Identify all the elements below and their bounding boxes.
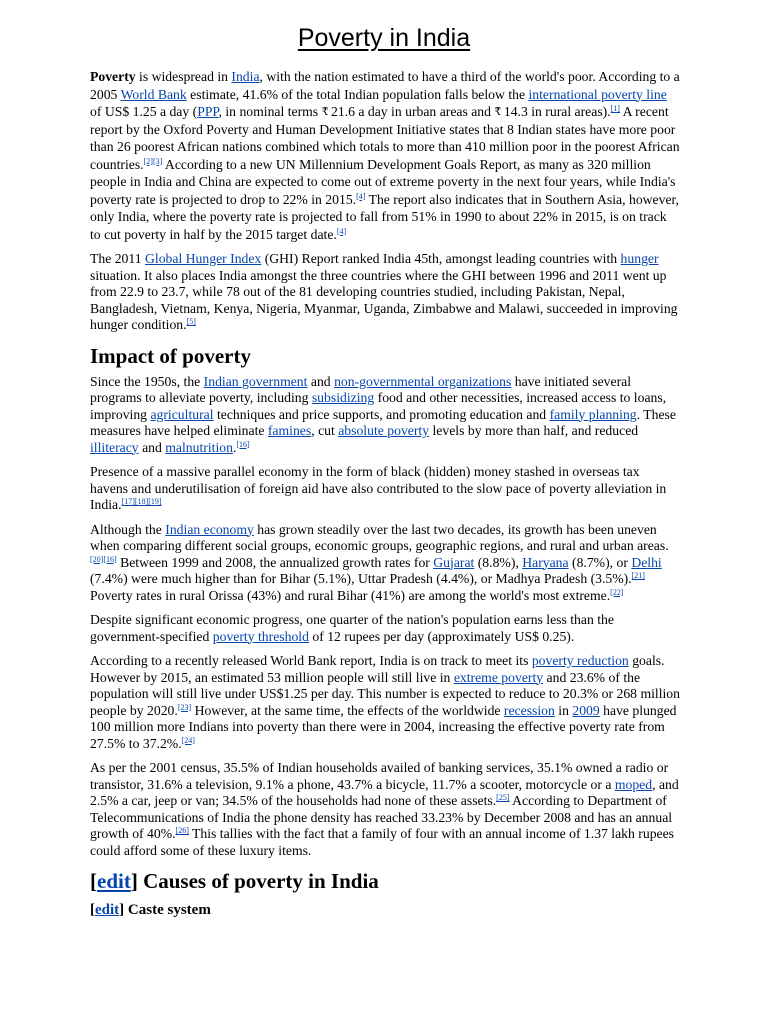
citation-link[interactable]: [16] [236, 439, 250, 449]
text: and [138, 439, 166, 455]
link-ngo[interactable]: non-governmental organizations [334, 373, 512, 389]
text: (GHI) Report ranked India 45th, amongst leading countries with [261, 251, 621, 266]
edit-link[interactable]: edit [95, 902, 120, 918]
text: (7.4%) were much higher than for Bihar (5.1%), Uttar Pradesh (4.4%), or Madhya Pradesh (3.5%). [90, 571, 632, 586]
text: (8.7%), or [568, 554, 632, 570]
link-international-poverty-line[interactable]: international poverty line [528, 86, 667, 102]
citation-link[interactable]: [2][3] [143, 156, 163, 166]
text: of 12 rupees per day (approximately US$ 0.25). [308, 628, 575, 644]
link-delhi[interactable]: Delhi [631, 554, 662, 570]
link-indian-economy[interactable]: Indian economy [165, 521, 254, 537]
growth-paragraph [90, 522, 680, 605]
link-hunger[interactable]: hunger [620, 251, 659, 266]
link-subsidizing[interactable]: subsidizing [311, 390, 375, 405]
link-malnutrition[interactable]: malnutrition [165, 439, 233, 455]
link-extreme-poverty[interactable]: extreme poverty [453, 669, 544, 685]
text: situation. It also places India amongst the three countries where the GHI between 1996 and 2011 went up from 22.9 to 23.7, while 78 out of the 81 developing countries studied, including Pakistan, Nepal, Bangladesh, Vietnam, Kenya, Nigeria, Myanmar, Uganda, Zimbabwe and Malawi, succeeded in improving hunger condition. [90, 267, 678, 332]
parallel-economy-paragraph [90, 464, 680, 514]
text: estimate, 41.6% of the total Indian population falls below the [186, 86, 529, 102]
text: Presence of a massive parallel economy in the form of black (hidden) money stashed in overseas tax havens and underutilisation of foreign aid have also contributed to the slow pace of poverty alleviation in India. [90, 464, 667, 512]
text: . [232, 439, 237, 455]
citation-link[interactable]: [1] [610, 104, 620, 113]
page-title: Poverty in India [297, 24, 471, 52]
text: Despite significant economic progress, one quarter of the nation's population earns less than the government-specified [90, 612, 614, 644]
text: food and other necessities, increased access to loans, improving [90, 390, 667, 422]
bracket: [ [90, 902, 95, 918]
link-india[interactable]: India [231, 69, 260, 84]
link-world-bank[interactable]: World Bank [120, 86, 187, 102]
link-global-hunger-index[interactable]: Global Hunger Index [145, 251, 262, 266]
bold-term: Poverty [90, 69, 136, 84]
link-poverty-threshold[interactable]: poverty threshold [212, 628, 309, 644]
text: According to a recently released World Bank report, India is on track to meet its [90, 653, 532, 668]
text: 21.6 a day in urban areas and [327, 104, 495, 119]
text: The 2011 [90, 251, 145, 266]
text: This tallies with the fact that a family of four with an annual income of 1.37 lakh rupees could afford some of these luxury items. [90, 826, 675, 858]
citation-link[interactable]: [22] [610, 587, 624, 597]
text: have initiated several programs to alleviate poverty, including [90, 373, 632, 405]
text: However, at the same time, the effects of the worldwide [191, 702, 504, 718]
heading-text: Caste system [124, 902, 211, 918]
heading-text: Causes of poverty in India [137, 869, 379, 893]
edit-link[interactable]: edit [97, 869, 131, 893]
text: 14.3 in rural areas). [500, 104, 611, 119]
link-ppp[interactable]: PPP [197, 104, 219, 119]
text: A recent report by the Oxford Poverty and Human Development Initiative states that 8 Indian states have more poor than 26 poorest African nations combined which totals to more than 410 million poor in the poorest African countries. [90, 104, 680, 172]
link-indian-government[interactable]: Indian government [203, 373, 308, 389]
census-paragraph [90, 760, 680, 859]
intro-paragraph [90, 68, 680, 243]
link-2009[interactable]: 2009 [572, 702, 600, 718]
citation-link[interactable]: [26] [175, 826, 189, 835]
text: (8.8%), [474, 554, 523, 570]
citation-link[interactable]: [17][18][19] [121, 497, 162, 506]
text: , in nominal terms [218, 104, 322, 119]
text: goals. However by 2015, an estimated 53 million people will still live in [90, 653, 665, 685]
link-famines[interactable]: famines [267, 423, 312, 438]
text: Although the [90, 521, 166, 537]
text: have plunged 100 million more Indians into poverty than there were in 2004, increasing the effective poverty rate from 27.5% to 37.2%. [90, 702, 677, 751]
world-bank-report-paragraph [90, 653, 680, 752]
threshold-paragraph [90, 612, 680, 645]
link-poverty-reduction[interactable]: poverty reduction [531, 653, 629, 668]
ghi-paragraph [90, 251, 680, 334]
bracket: ] [130, 869, 138, 893]
citation-link[interactable]: [21] [631, 571, 645, 580]
text: Since the 1950s, the [90, 373, 204, 389]
citation-link[interactable]: [24] [181, 735, 195, 745]
text: of US$ 1.25 a day ( [90, 104, 198, 119]
text: , and 2.5% a car, jeep or van; 34.5% of the households had none of these assets. [90, 776, 679, 808]
bracket: [ [90, 869, 97, 893]
section-heading-impact: Impact of poverty [90, 343, 251, 368]
link-illiteracy[interactable]: illiteracy [90, 439, 139, 455]
link-family-planning[interactable]: family planning [549, 406, 637, 422]
link-absolute-poverty[interactable]: absolute poverty [338, 423, 430, 438]
text: and [307, 373, 335, 389]
text: has grown steadily over the last two decades, its growth has been uneven when comparing different social groups, economic groups, geographic regions, and rural and urban areas. [90, 521, 669, 553]
programs-paragraph [90, 374, 680, 457]
text: According to a new UN Millennium Development Goals Report, as many as 320 million people in India and China are expected to come out of extreme poverty in the next four years, while India's poverty rate is projected to drop to 22% in 2015. [90, 156, 676, 207]
text: is widespread in [135, 69, 232, 84]
citation-link[interactable]: [4] [336, 226, 347, 236]
article-body [90, 68, 680, 923]
text: . These measures have helped eliminate [90, 406, 676, 438]
text: As per the 2001 census, 35.5% of Indian households availed of banking services, 35.1% owned a radio or transistor, 31.6% a television, 9.1% a phone, 43.7% a bicycle, 11.7% a scooter, motorcycle or a [90, 760, 669, 792]
citation-link[interactable]: [4] [356, 191, 366, 201]
citation-link[interactable]: [23] [177, 702, 192, 712]
link-haryana[interactable]: Haryana [522, 554, 569, 570]
text: techniques and price supports, and promoting education and [213, 406, 550, 422]
text: levels by more than half, and reduced [429, 423, 639, 438]
text: According to Department of Telecommunications of India the phone density has reached 33.23% by December 2008 and has an annual growth of 40%. [90, 793, 673, 841]
text: and 23.6% of the population will still live under US$1.25 per day. This number is expected to reduce to 20.3% or 268 million people by 2020. [90, 669, 680, 718]
section-heading-causes [90, 869, 680, 893]
text: The report also indicates that in Southern Asia, however, only India, where the poverty rate is projected to fall from 51% in 1990 to about 22% in 2015, is on track to cut poverty in half by the 2015 target date. [90, 191, 679, 242]
text: Between 1999 and 2008, the annualized growth rates for [116, 554, 434, 570]
link-agricultural[interactable]: agricultural [150, 406, 214, 422]
subsection-heading-caste [90, 901, 680, 919]
citation-link[interactable]: [25] [496, 793, 510, 802]
citation-link[interactable]: [20][16] [90, 554, 117, 564]
text: , with the nation estimated to have a third of the world's poor. According to a 2005 [90, 69, 680, 102]
citation-link[interactable]: [5] [186, 317, 196, 326]
link-gujarat[interactable]: Gujarat [433, 554, 475, 570]
link-moped[interactable]: moped [614, 776, 653, 792]
text: , cut [311, 423, 339, 438]
text: Poverty rates in rural Orissa (43%) and rural Bihar (41%) are among the world's most extreme. [90, 587, 611, 603]
link-recession[interactable]: recession [503, 702, 555, 718]
text: in [554, 702, 573, 718]
bracket: ] [119, 902, 125, 918]
